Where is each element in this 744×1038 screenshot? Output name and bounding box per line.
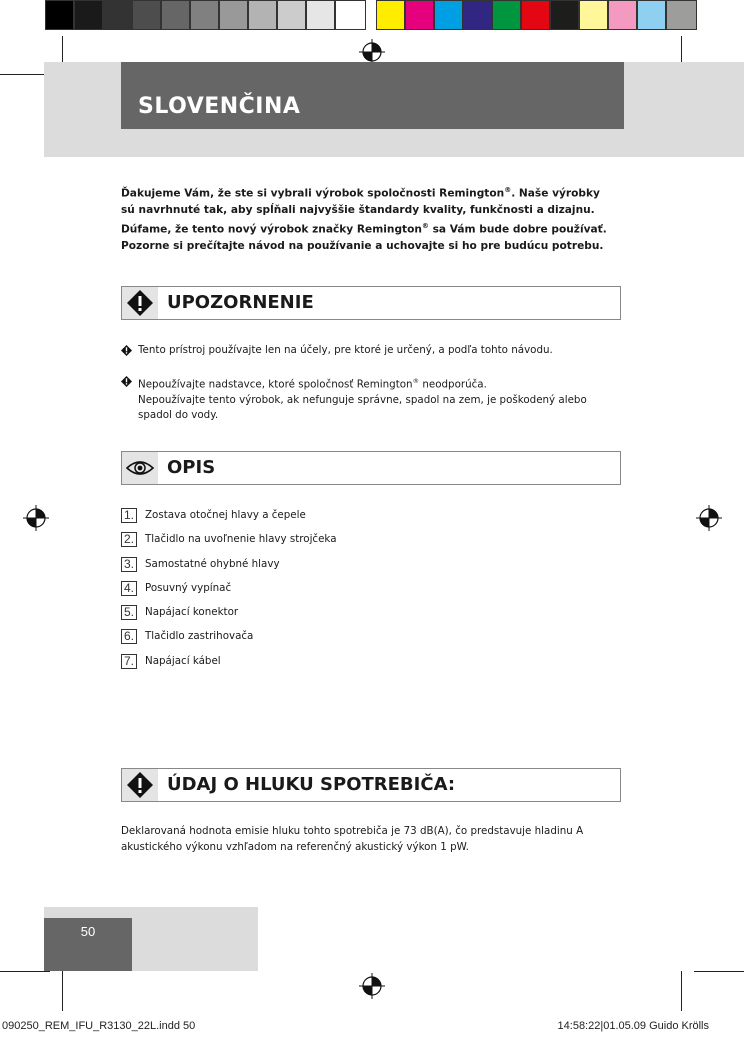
bullet-text-part: neodporúča. (419, 378, 487, 391)
noise-section-header (121, 768, 621, 802)
intro-line (121, 218, 621, 238)
crop-mark (0, 971, 50, 972)
registered-mark: ® (412, 377, 420, 385)
warning-icon (126, 289, 154, 317)
part-label: Napájací konektor (145, 606, 239, 618)
slug-left: 090250_REM_IFU_R3130_22L.indd 50 (2, 1020, 196, 1032)
crop-mark (681, 971, 682, 1011)
bullet-text (138, 374, 601, 424)
registered-mark: ® (504, 186, 512, 194)
gray-swatch (277, 0, 306, 30)
crop-mark (694, 971, 744, 972)
intro-line (121, 182, 621, 202)
color-swatch (463, 0, 492, 30)
noise-line: Deklarovaná hodnota emisie hluku tohto spotrebiča je 73 dB(A), čo predstavuje hladinu A (121, 825, 584, 837)
gray-swatch (132, 0, 161, 30)
part-label: Posuvný vypínač (145, 582, 232, 594)
crop-mark (62, 971, 63, 1011)
color-swatch (666, 0, 697, 30)
noise-line: akustického výkonu vzhľadom na referenčný akustický výkon 1 pW. (121, 841, 469, 853)
warning-bullet (121, 374, 601, 424)
part-number: 4. (121, 581, 137, 596)
color-swatch (376, 0, 405, 30)
intro-text-part: Dúfame, že tento nový výrobok značky Remington (121, 223, 422, 236)
gray-swatch (190, 0, 219, 30)
registered-mark: ® (421, 222, 429, 231)
warning-icon (126, 771, 154, 799)
page-number: 50 (80, 924, 96, 939)
description-section-header (121, 451, 621, 485)
registration-mark-icon (359, 973, 385, 999)
bullet-warning-icon (121, 376, 132, 387)
section-title: UPOZORNENIE (167, 292, 314, 313)
intro-line: Pozorne si prečítajte návod na používanie a uchovajte si ho pre budúcu potrebu. (121, 240, 604, 253)
registration-mark-icon (696, 505, 722, 531)
gray-swatch (335, 0, 366, 30)
bullet-line (138, 374, 601, 393)
page-title: SLOVENČINA (138, 94, 301, 119)
warning-bullet (121, 343, 601, 359)
color-swatch (405, 0, 434, 30)
warning-icon-box (122, 769, 158, 801)
part-label: Zostava otočnej hlavy a čepele (145, 509, 306, 521)
intro-line: sú navrhnuté tak, aby spĺňali najvyššie štandardy kvality, funkčnosti a dizajnu. (121, 203, 595, 216)
color-swatch (579, 0, 608, 30)
gray-swatch (219, 0, 248, 30)
warning-icon-box (122, 287, 158, 319)
gray-swatch (306, 0, 335, 30)
color-swatch (550, 0, 579, 30)
part-label: Napájací kábel (145, 655, 221, 667)
bullet-text-part: Nepoužívajte nadstavce, ktoré spoločnosť Remington (138, 378, 413, 391)
gray-swatch (74, 0, 103, 30)
bullet-text: Tento prístroj používajte len na účely, pre ktoré je určený, a podľa tohto návodu. (138, 344, 553, 356)
eye-icon-box (122, 452, 158, 484)
part-label: Tlačidlo zastrihovača (145, 630, 254, 642)
noise-text (121, 823, 621, 855)
color-swatch (492, 0, 521, 30)
color-swatch (521, 0, 550, 30)
part-number: 7. (121, 654, 137, 669)
slug-right: 14:58:22|01.05.09 Guido Krölls (557, 1020, 709, 1032)
color-swatch (608, 0, 637, 30)
part-label: Samostatné ohybné hlavy (145, 558, 280, 570)
color-swatch (434, 0, 463, 30)
gray-swatch (248, 0, 277, 30)
warning-section-header (121, 286, 621, 320)
intro-text (121, 182, 621, 255)
gray-swatch (103, 0, 132, 30)
eye-icon (126, 458, 154, 478)
color-swatch (637, 0, 666, 30)
part-number: 1. (121, 508, 137, 523)
intro-text-part: Ďakujeme Vám, že ste si vybrali výrobok spoločnosti Remington (121, 187, 505, 200)
registration-mark-icon (23, 505, 49, 531)
intro-text-part: sa Vám bude dobre používať. (428, 223, 607, 236)
section-title: OPIS (167, 457, 216, 478)
part-number: 3. (121, 557, 137, 572)
section-title: ÚDAJ O HLUKU SPOTREBIČA: (167, 774, 456, 795)
part-number: 2. (121, 532, 137, 547)
bullet-warning-icon (121, 345, 132, 356)
bullet-line: Nepoužívajte tento výrobok, ak nefunguje správne, spadol na zem, je poškodený alebo (138, 393, 587, 406)
part-number: 6. (121, 629, 137, 644)
bullet-line: spadol do vody. (138, 409, 219, 422)
gray-swatch (45, 0, 74, 30)
crop-mark (0, 74, 50, 75)
part-label: Tlačidlo na uvoľnenie hlavy strojčeka (145, 533, 337, 545)
part-number: 5. (121, 605, 137, 620)
gray-swatch (161, 0, 190, 30)
intro-text-part: . Naše výrobky (511, 187, 600, 200)
